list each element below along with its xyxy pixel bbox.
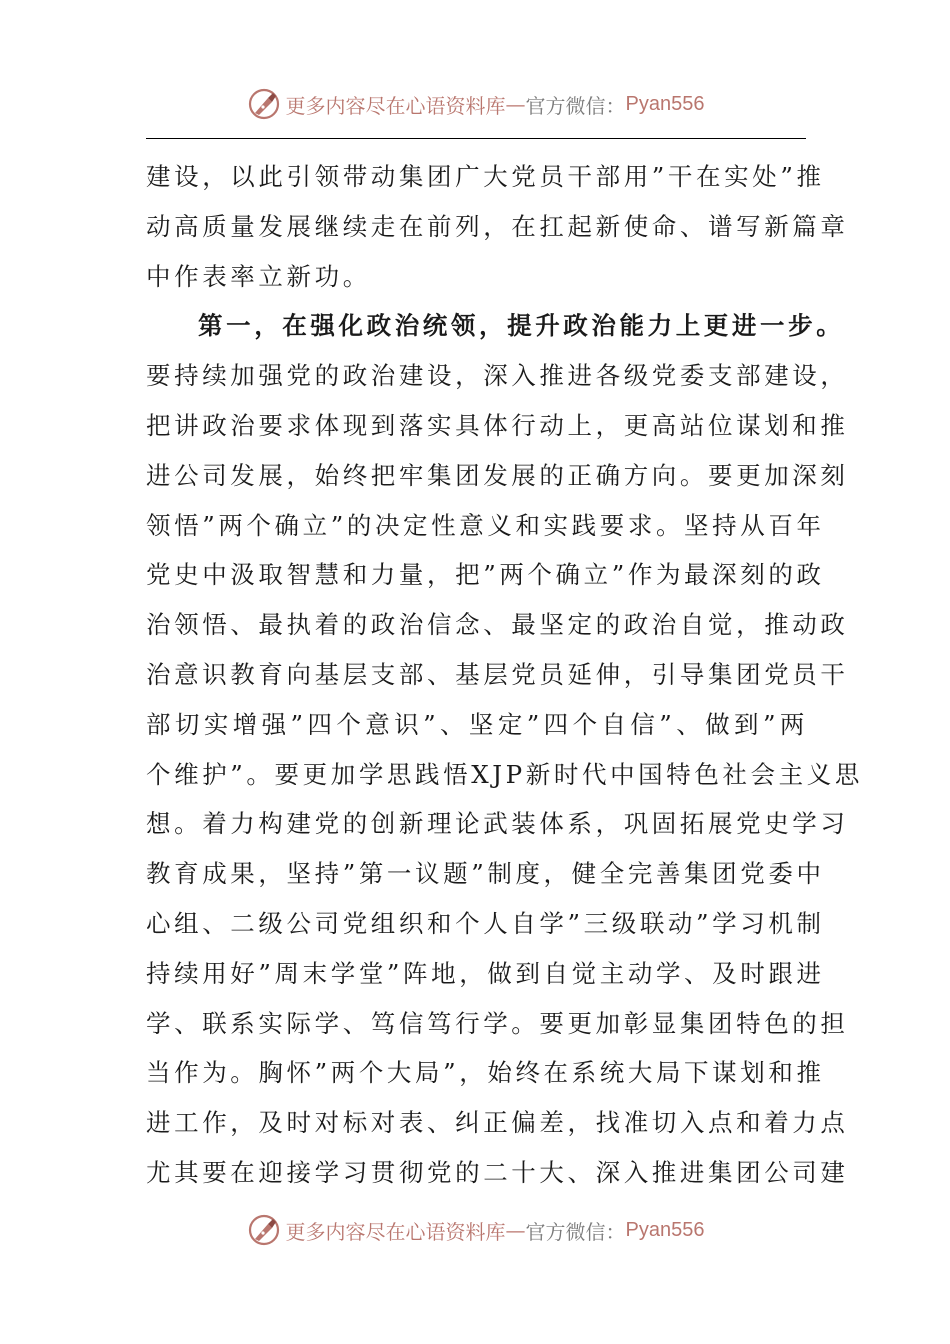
body-line: 部切实增强”四个意识”、坚定”四个自信”、做到”两 xyxy=(146,709,808,739)
body-line: 中作表率立新功。 xyxy=(146,261,371,291)
header-wechat-label: 官方微信： xyxy=(525,93,626,118)
footer-banner xyxy=(0,1210,950,1250)
footer-wechat-id: Pyan556 xyxy=(625,1218,705,1241)
body-line: 党史中汲取智慧和力量，把”两个确立”作为最深刻的政 xyxy=(146,560,825,590)
body-line: 把讲政治要求体现到落实具体行动上，更高站位谋划和推 xyxy=(146,410,849,440)
footer-brand-text: 更多内容尽在心语资料库 xyxy=(285,1219,506,1244)
body-line: 建设，以此引领带动集团广大党员干部用”干在实处”推 xyxy=(146,162,825,191)
body-line: 学、联系实际学、笃信笃行学。要更加彰显集团特色的担 xyxy=(146,1008,849,1038)
header-banner xyxy=(0,84,950,124)
header-wechat-id: Pyan556 xyxy=(625,92,705,115)
body-line: 进工作，及时对标对表、纠正偏差，找准切入点和着力点 xyxy=(146,1108,849,1138)
pen-nib-logo-icon xyxy=(246,1212,282,1248)
body-line: 教育成果，坚持”第一议题”制度，健全完善集团党委中 xyxy=(146,859,825,889)
body-line: 领悟”两个确立”的决定性意义和实践要求。坚持从百年 xyxy=(146,510,825,540)
body-line: 当作为。胸怀”两个大局”，始终在系统大局下谋划和推 xyxy=(146,1058,825,1088)
body-line: 动高质量发展继续走在前列，在扛起新使命、谱写新篇章 xyxy=(146,211,849,241)
body-line: 进公司发展，始终把牢集团发展的正确方向。要更加深刻 xyxy=(146,460,849,490)
body-line: 要持续加强党的政治建设，深入推进各级党委支部建设， xyxy=(146,361,849,391)
document-body xyxy=(146,152,863,1198)
body-line: 心组、二级公司党组织和个人自学”三级联动”学习机制 xyxy=(146,908,825,938)
footer-wechat-label: 官方微信： xyxy=(525,1219,626,1244)
pen-nib-logo-icon xyxy=(246,86,282,122)
body-line: 想。着力构建党的创新理论武装体系，巩固拓展党史学习 xyxy=(146,809,849,839)
header-divider xyxy=(146,138,806,139)
footer-separator: — xyxy=(505,1218,526,1242)
body-line: 治意识教育向基层支部、基层党员延伸，引导集团党员干 xyxy=(146,659,849,689)
body-line: 持续用好”周末学堂”阵地，做到自觉主动学、及时跟进 xyxy=(146,958,825,988)
section-heading: 第一，在强化政治统领，提升政治能力上更进一步。 xyxy=(198,311,845,341)
header-separator: — xyxy=(505,92,526,116)
header-brand-text: 更多内容尽在心语资料库 xyxy=(285,93,506,118)
body-line: 治领悟、最执着的政治信念、最坚定的政治自觉，推动政 xyxy=(146,610,849,640)
body-line: 个维护”。要更加学思践悟XJP新时代中国特色社会主义思 xyxy=(146,759,863,789)
body-line: 尤其要在迎接学习贯彻党的二十大、深入推进集团公司建 xyxy=(146,1157,849,1187)
